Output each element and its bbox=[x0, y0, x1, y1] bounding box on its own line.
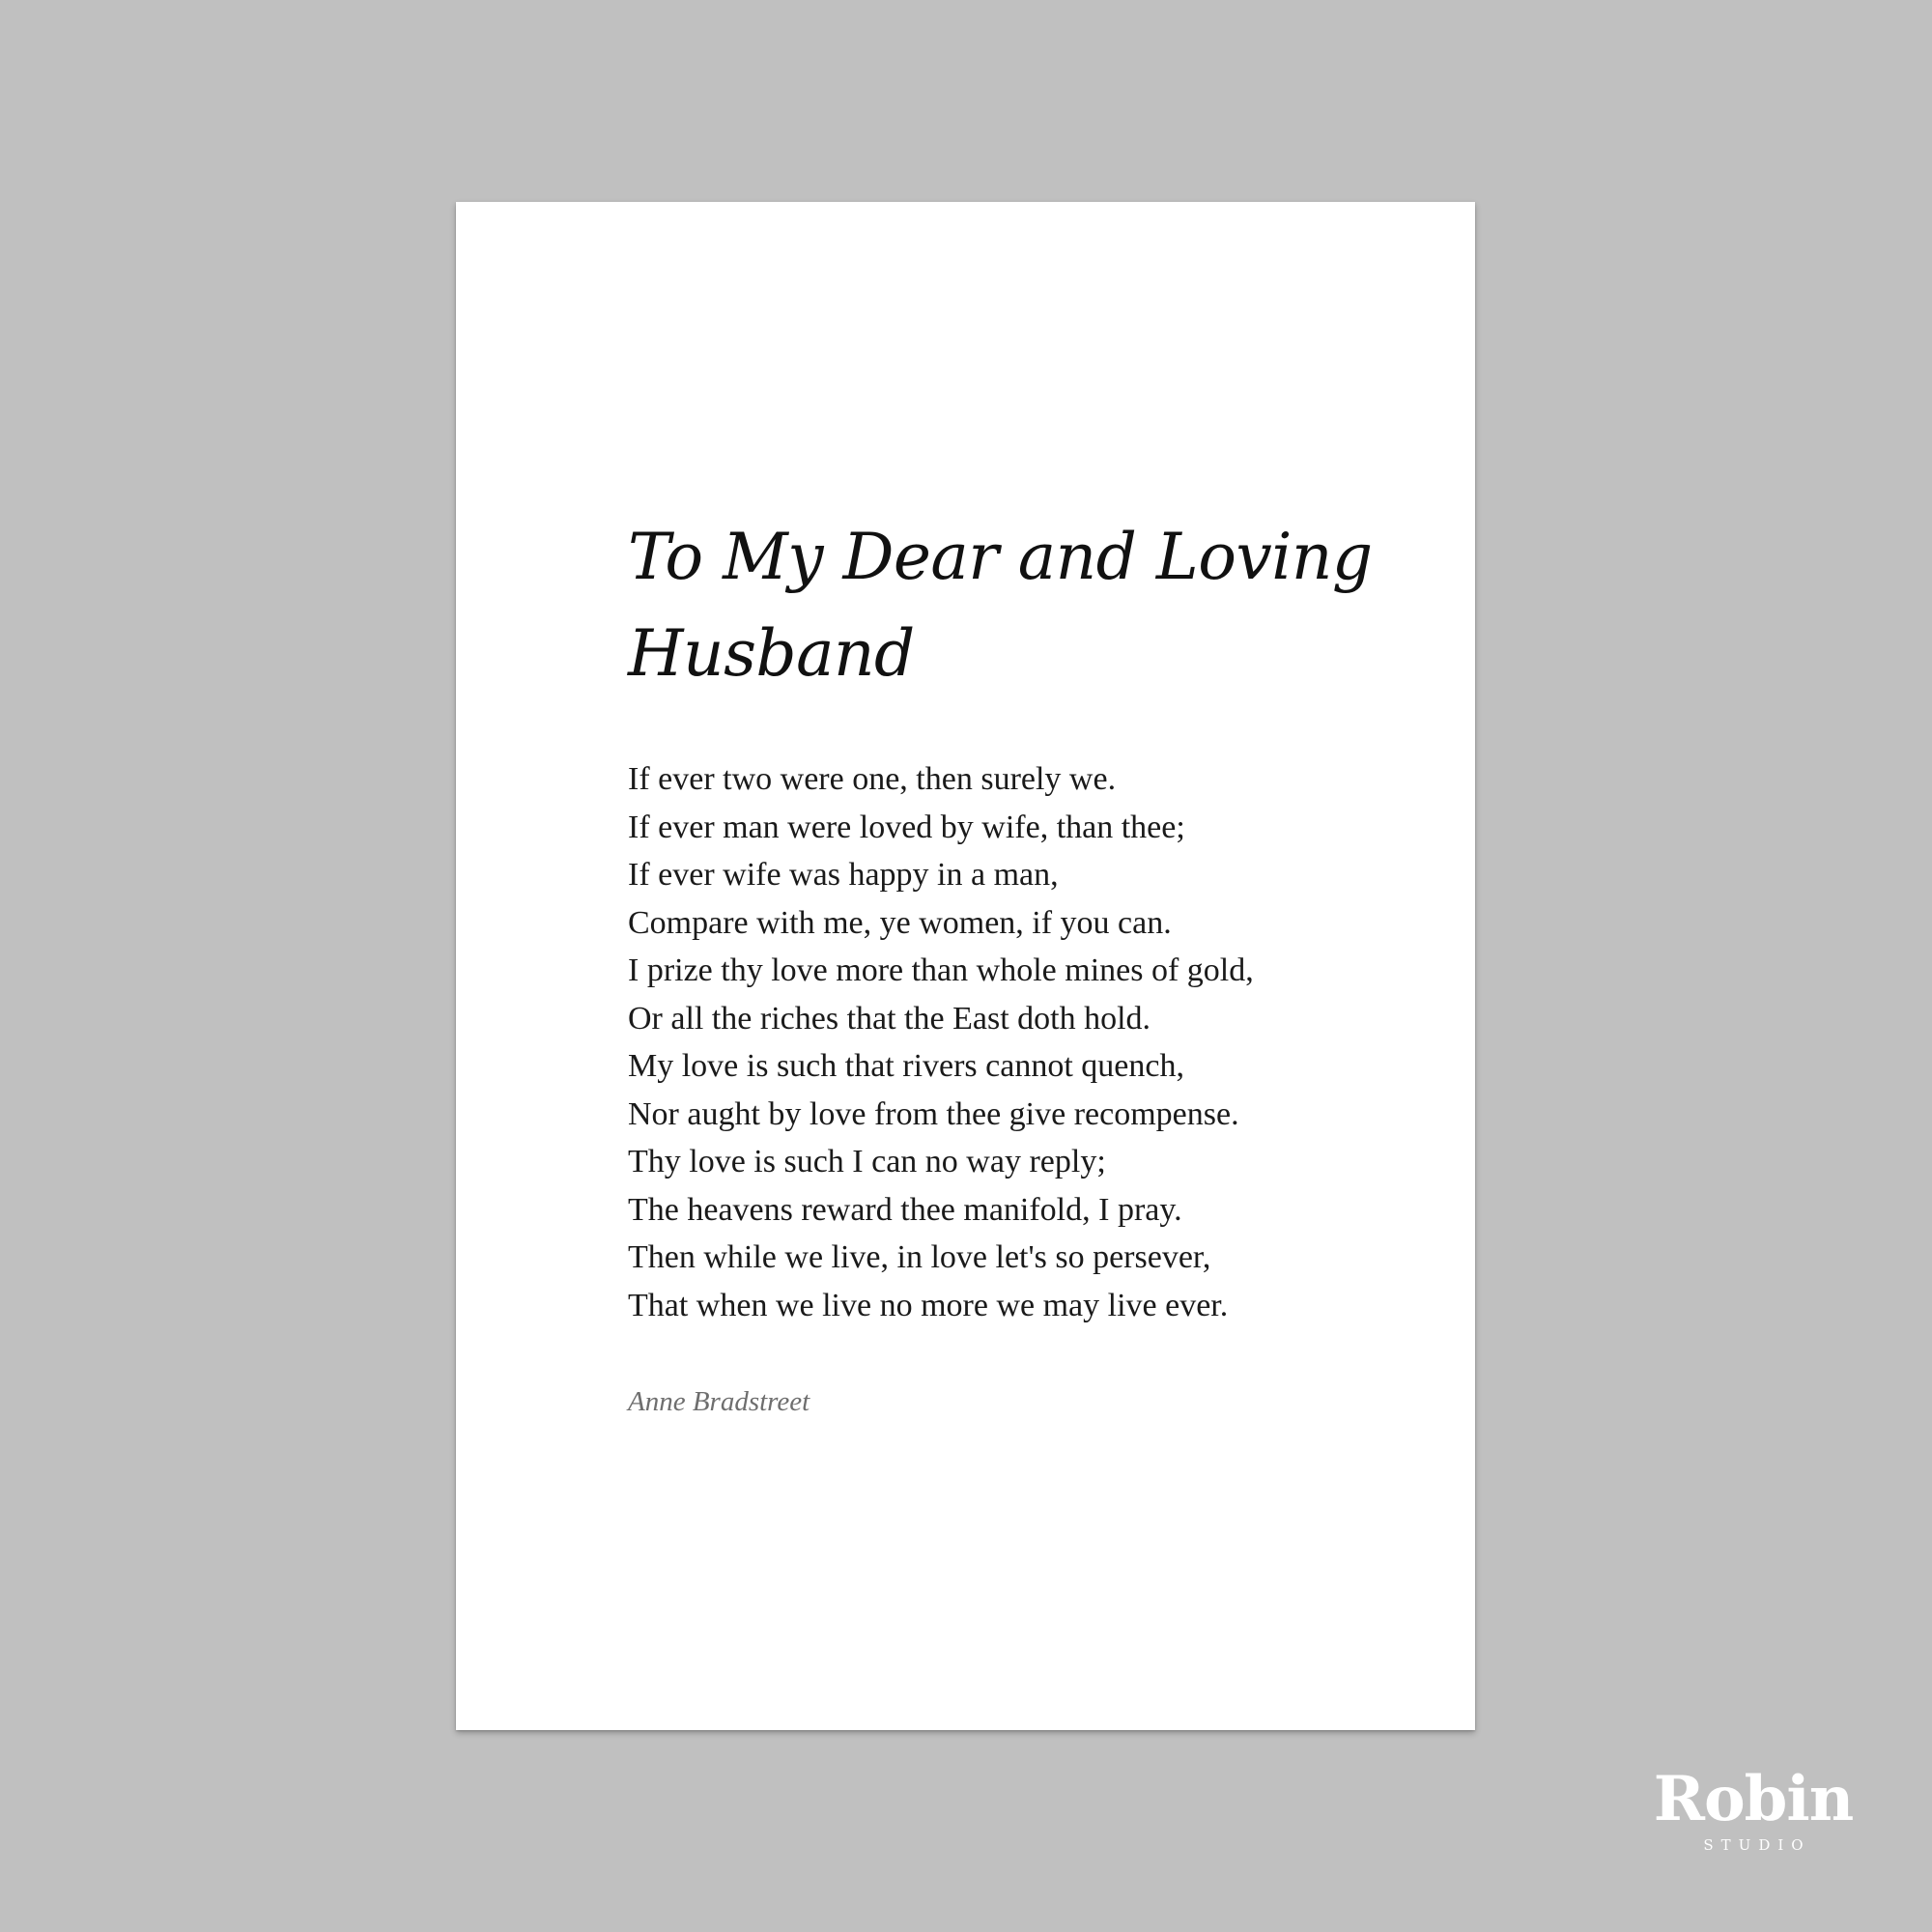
poem-line: That when we live no more we may live ever. bbox=[628, 1287, 1229, 1323]
brand-watermark bbox=[1642, 1763, 1864, 1857]
poem-line: The heavens reward thee manifold, I pray. bbox=[628, 1191, 1182, 1228]
poem-line: My love is such that rivers cannot quench, bbox=[628, 1048, 1184, 1084]
poem-line: Or all the riches that the East doth hold. bbox=[628, 1000, 1151, 1037]
poem-line: If ever man were loved by wife, than thee; bbox=[628, 809, 1185, 845]
poem-title: To My Dear and Loving Husband bbox=[628, 520, 1373, 691]
brand-subtitle: STUDIO bbox=[1703, 1836, 1811, 1854]
poem-print bbox=[456, 202, 1475, 1730]
poem-line: Then while we live, in love let's so persever, bbox=[628, 1239, 1211, 1275]
poem-author: Anne Bradstreet bbox=[628, 1386, 810, 1417]
poem-line: If ever two were one, then surely we. bbox=[628, 761, 1117, 797]
poem-line: Thy love is such I can no way reply; bbox=[628, 1144, 1106, 1179]
poem-body bbox=[628, 755, 1420, 1329]
poem-line: If ever wife was happy in a man, bbox=[628, 857, 1059, 893]
poem-line: I prize thy love more than whole mines of gold, bbox=[628, 952, 1254, 988]
brand-name: Robin bbox=[1653, 1763, 1854, 1835]
poem-line: Compare with me, ye women, if you can. bbox=[628, 904, 1172, 941]
poem-line: Nor aught by love from thee give recompense. bbox=[628, 1095, 1239, 1132]
